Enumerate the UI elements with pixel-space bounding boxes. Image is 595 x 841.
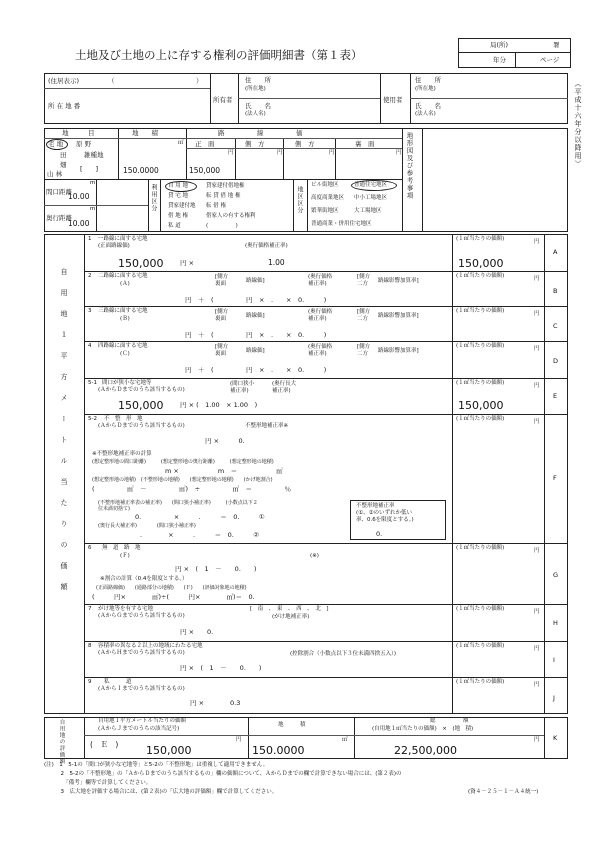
total-c1-sub: (ＡからＪまでのうちの該当記号) [98,726,180,732]
row6-yen: 円 [534,548,540,554]
page-label: ページ [540,56,560,64]
row8-right-label: (１㎡当たりの価額) [456,643,505,649]
yen-unit-1: 円 [228,150,234,156]
frontage-value: 10.00 [68,192,90,201]
type-genya: 原 野 [76,140,92,148]
row2-line2: 円 ＋ ( 円 × . × 0. ) [185,296,327,304]
district-futsu-jutaku: 普通住宅地区 [354,182,388,188]
note-2-cont: 「備考」欄等で計算してください。 [44,780,152,786]
side-note: （平成十六年分以降用） [574,80,582,168]
type-takuchi: 宅 地 [48,140,64,148]
owner-address-label: 住 所 [245,76,271,84]
row5-1-f2: (奥行長大 補正率) [272,381,297,394]
row5-1-f1: (間口狭小 補正率) [230,381,255,394]
row5-1-letter: E [553,392,558,400]
row5-2-yen: 円 [534,419,540,425]
total-c1-value: 150,000 [146,744,192,757]
row5-2-right-label: (１㎡当たりの価額) [456,416,505,422]
total-c2-value: 150.0000 [252,744,305,757]
row2-num: 2 [88,273,92,279]
district-kodo-shogyo: 高度商業地区 [311,195,345,201]
row1-mid: 円 × [180,259,195,267]
sokuho2-label: 側 方 [295,140,315,148]
row8-sub: (ＡからＨまでのうち該当するもの) [98,650,185,656]
use-other: ( ) [206,223,238,229]
row6-num: 6 [88,545,92,551]
row7-f1: [ 南 、 東 、 西 、 北 ] [250,606,329,612]
row3-f1: [側方 裏面 [215,309,229,322]
row5-2-l9: (奥行長大補正率) (間口狭小補正率) [98,523,196,529]
use-tentaishaku: 転 貸 借 地 権 [206,193,241,199]
row6-sub: (Ｆ) [120,553,130,559]
location-label: 所 在 地 番 [48,102,81,110]
user-name-sub: (法人名) [415,111,436,117]
frontage-unit: m [90,180,96,186]
row2-desc: 二路線に面する宅地 [98,273,148,279]
frontage-label: 間口距離 [46,188,72,196]
row5-2-num: 5-2 [88,416,97,422]
row6-l2: ※割合の計算（0.4を限度とする。） [100,576,188,582]
use-kashitakuchi: 貸 宅 地 [168,193,188,199]
row5-1-sub: (ＡからＤまでのうち該当するもの) [98,387,185,393]
area-value: 150.0000 [123,166,159,175]
row9-right-label: (１㎡当たりの価額) [456,679,505,685]
row5-1-right-value: 150,000 [458,399,504,412]
row9-l1: 円 × 0.3 [190,699,241,707]
address-label: (住居表示) [48,77,80,85]
row4-f1: [側方 裏面 [215,344,229,357]
use-kashiyatsuki: 貸家建付地 [168,203,196,209]
use-shakuyanin: 借家人の有する権利 [206,213,256,219]
row5-1-num: 5-1 [88,380,97,386]
row3-sub: (Ｂ) [120,316,130,322]
total-left-label: 自用地の評価額 [58,719,65,765]
user-label: 使用者 [383,96,403,104]
total-c3-yen: 円 [534,737,540,743]
total-c1-yen: 円 [236,737,242,743]
owner-name-sub: (法人名) [245,111,266,117]
rosenka-label: 路 線 価 [218,129,303,137]
row9-sub: (ＡからＩまでのうち該当するもの) [98,686,185,692]
user-address-label: 住 所 [415,76,441,84]
row8-yen: 円 [534,646,540,652]
depth-value: 10.00 [68,219,90,228]
use-jiyochi: 自 用 地 [168,183,188,189]
row2-f4: [側方 二方 [357,274,371,287]
row3-f5: 路線影響加算率] [378,313,419,319]
row7-num: 7 [88,606,92,612]
total-c3-sub: (自用地１㎡当たりの価額) × (地 積) [372,726,474,732]
row5-2-sub: (ＡからＤまでのうち該当するもの) [98,423,185,429]
row4-desc: 四路線に面する宅地 [98,343,148,349]
row5-2-l4: m × m ＝ ㎡ [165,467,283,475]
area-unit: ㎡ [178,140,184,146]
row6-l4: ( 円× ㎡)÷( 円× ㎡)＝ 0. [92,593,255,601]
row4-right-label: (１㎡当たりの価額) [456,343,505,349]
yen-unit-2: 円 [277,150,283,156]
total-c3-label: 総 額 [430,718,469,724]
row5-2-desc: 不 整 形 地 [104,416,143,422]
depth-unit: m [90,206,96,212]
type-ta: 田 [60,151,67,159]
row9-yen: 円 [534,682,540,688]
note-1: (注) 1 5-1の「間口が狭小な宅地等」と5-2の「不整形地」は重複して適用できません。 [44,762,269,768]
row2-f3: (奥行価格 補正率) [308,274,333,287]
row4-f5: 路線影響加算率] [378,348,419,354]
row6-l1: 円 × ( 1 － 0. ) [175,565,257,573]
row3-desc: 三路線に面する宅地 [98,308,148,314]
row5-1-desc: 間口が狭小な宅地等 [102,380,152,386]
row3-yen: 円 [534,311,540,317]
row2-yen: 円 [534,276,540,282]
row2-f2: 路線価] [246,278,265,284]
row2-f1: [側方 裏面 [215,274,229,287]
row4-num: 4 [88,343,92,349]
row3-letter: C [553,322,558,330]
row1-factor-value: 1.00 [268,258,285,267]
row4-line2: 円 ＋ ( 円 × . × 0. ) [185,366,327,374]
yen-unit-3: 円 [329,150,335,156]
row5-2-l1: 円 × 0. [205,437,245,445]
row7-desc: がけ地等を有する宅地 [98,606,154,612]
row2-right-label: (１㎡当たりの価額) [456,273,505,279]
total-c1-label: 自用地１平方メートル当たりの価額 [98,718,187,724]
district-hankagai: 繁華街地区 [311,208,339,214]
row1-sub: (正面路線価) [98,243,130,249]
row5-2-l6: ( ㎡ － ㎡) ÷ ㎡ ＝ ％ [92,485,292,493]
note-3: 3 広大地を評価する場合には、(第２表)の「広大地の評価額」欄で計算してください。 [44,789,278,795]
row2-letter: B [553,287,558,295]
row7-f2: (がけ地補正率) [272,614,310,620]
row5-1-right-label: (１㎡当たりの価額) [456,380,505,386]
row3-f4: [側方 二方 [357,309,371,322]
row5-2-l5: (想定整形地の地積) (不整形地の地積) (想定整形地の地積) (かげ地割合) [92,477,273,483]
row7-sub: (ＡからＧまでのうち該当するもの) [98,613,185,619]
row1-yen: 円 [534,239,540,245]
owner-label: 所有者 [213,96,233,104]
row5-1-mid: 円 × ( 1.00 × 1.00 ) [180,401,258,409]
owner-name-label: 氏 名 [245,102,271,110]
district-dai-kojo: 大工場地区 [354,208,382,214]
use-kashiyatsuki-shakuchi: 貸家建付借地権 [206,183,245,189]
district-biru: ビル街地区 [311,182,339,188]
district-chusho-kojo: 中小工場地区 [354,195,388,201]
form-title: 土地及び土地の上に存する権利の評価明細書（第１表） [75,48,363,62]
sho-label: 署 [553,41,560,49]
row3-f3: (奥行価格 補正率) [308,309,333,322]
row8-letter: I [553,656,555,664]
use-shido: 私 道 [168,223,181,229]
row5-2-l8: 0. × . ＝ 0. ① [135,513,265,521]
total-c1-code: ( Ｅ ) [90,740,119,749]
address-paren-close: ） [196,77,203,85]
use-tenshaku: 転 借 権 [206,203,226,209]
urazumen-label: 裏 面 [355,140,375,148]
left-column-label: 自用地１平方メートル当たりの価額 [60,268,68,604]
type-bracket: [ ] [80,165,99,173]
row4-f3: (奥行価格 補正率) [308,344,333,357]
depth-label: 奥行距離 [46,214,72,222]
district-label: 地区区分 [296,186,303,214]
row7-yen: 円 [534,609,540,615]
address-paren-open: （ [108,77,115,85]
row9-desc: 私 道 [104,679,132,685]
sokuho1-label: 側 方 [245,140,265,148]
row6-letter: G [553,571,559,579]
owner-address-sub: (所在地) [245,86,266,92]
shomen-label: 正 面 [195,140,215,148]
row5-2-letter: F [553,474,557,482]
note-2: 2 5-2の「不整形地」の「ＡからＤまでのうち該当するもの」欄の価額について、ＡからＤまでの欄で計算できない場合には、(第２表)の [44,771,402,777]
total-c2-label: 地 積 [278,722,306,728]
row1-factor: (奥行価格補正率) [245,243,288,249]
row3-f2: 路線価] [246,313,265,319]
row4-yen: 円 [534,346,540,352]
row4-letter: D [553,357,559,365]
row1-letter: A [553,248,558,256]
office-label: 局(所) [490,41,509,49]
row1-value: 150,000 [118,257,164,270]
row7-l1: 円 × 0. [180,628,214,636]
irregular-rate-box-text: 不整形地補正率 (①、②のいずれか低い 率、0.6を限度とする。) [356,503,414,524]
type-sanrin: 山 林 [47,170,63,178]
row8-num: 8 [88,643,92,649]
road-value: 150,000 [189,166,221,175]
chiseki-label: 地 積 [132,129,158,137]
row8-l1: 円 × ( 1 － 0. ) [180,664,262,672]
row2-f5: 路線影響加算率] [378,278,419,284]
form-code: (資４－２５－１－Ａ４統一) [468,789,539,795]
row1-num: 1 [88,236,92,242]
total-letter: K [553,734,558,742]
district-futsu-shogyo: 普通商業・併用住宅地区 [311,221,372,227]
row5-2-l3: (想定整形地の間口距離) (想定整形地の奥行距離) (想定整形地の地積) [92,459,274,465]
row9-letter: J [553,694,555,702]
row3-right-label: (１㎡当たりの価額) [456,308,505,314]
row4-f2: 路線価] [246,348,265,354]
user-name-label: 氏 名 [415,102,441,110]
row5-1-yen: 円 [534,383,540,389]
type-zasshuchi: 雑種地 [84,151,104,159]
row5-2-l2: ※不整形地補正率の計算 [92,451,152,457]
row5-2-f1: 不整形地補正率※ [245,423,289,429]
row3-num: 3 [88,308,92,314]
user-address-sub: (所在地) [415,86,436,92]
row4-f4: [側方 二方 [357,344,371,357]
use-class-label: 利用区分 [150,184,157,212]
row7-right-label: (１㎡当たりの価額) [456,606,505,612]
row5-2-l10: . × . ＝ 0. ② [140,531,260,539]
row4-sub: (Ｃ) [120,351,130,357]
type-hata: 畑 [60,161,67,169]
year-label: 年分 [493,56,506,64]
row2-sub: (Ａ) [120,281,130,287]
row1-right-value: 150,000 [458,257,504,270]
row6-l3: (正面路線価) (通路部分の地積) (Ｆ) (評価対象地の地積) [96,585,247,591]
row6-f1: (※) [310,553,319,559]
row1-desc: 一路線に面する宅地 [98,236,148,242]
row7-letter: H [553,619,558,627]
yen-unit-4: 円 [396,150,402,156]
map-reference-label: 地形図及び参考事項 [405,132,414,200]
row6-right-label: (１㎡当たりの価額) [456,545,505,551]
irregular-rate-value: 0. [376,530,383,538]
row3-line2: 円 ＋ ( 円 × . × 0. ) [185,331,327,339]
row1-right-label: (１㎡当たりの価額) [456,236,505,242]
row8-f1: (控除割合（小数点以下３位未満四捨五入）) [290,651,397,657]
total-c2-unit: ㎡ [342,737,348,743]
row6-desc: 無 道 路 地 [102,545,141,551]
total-c3-value: 22,500,000 [394,744,457,757]
use-shakuchiken: 借 地 権 [168,213,188,219]
row8-desc: 容積率の異なる２以上の地域にわたる宅地 [98,643,203,649]
row5-1-value: 150,000 [118,399,164,412]
row5-2-l7: (不整形地補正率表の補正率) (間口狭小補正率) (小数点以下２ 位未満切捨て) [98,500,258,512]
chimoku-label: 地 目 [62,129,95,137]
row9-num: 9 [88,679,92,685]
